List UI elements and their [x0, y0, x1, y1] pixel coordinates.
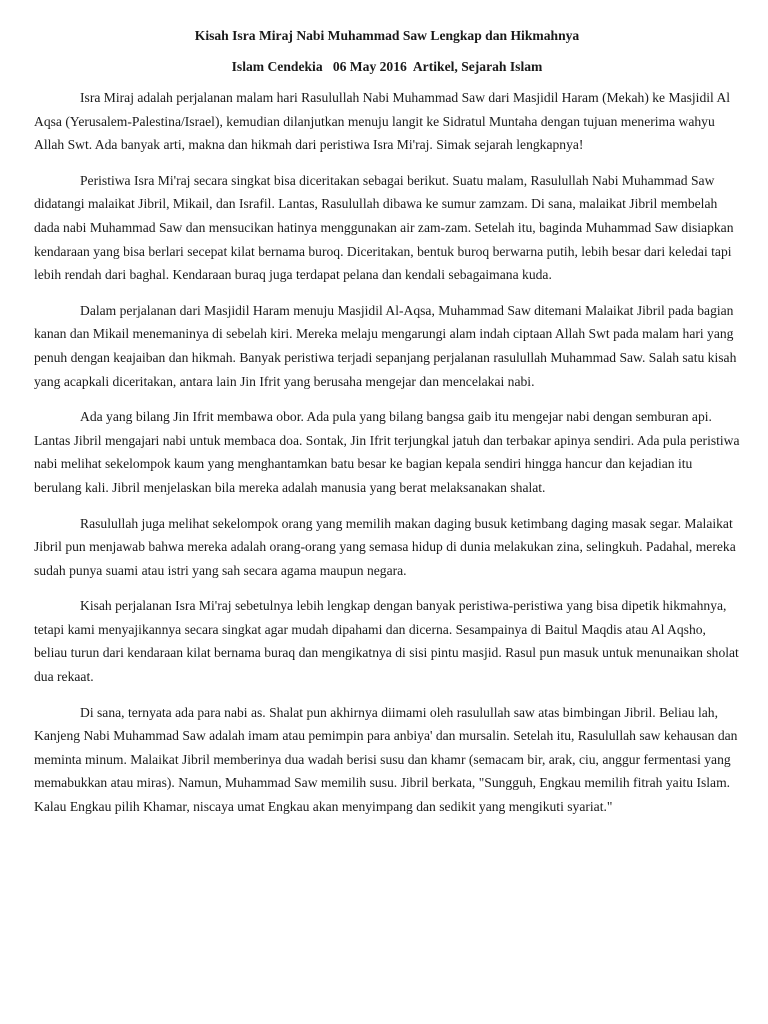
paragraph-2: Peristiwa Isra Mi'raj secara singkat bisa diceritakan sebagai berikut. Suatu malam, Rasulullah Nabi Muhammad Saw didatangi malaikat Jibril, Mikail, dan Israfil. Lantas, Rasulullah dibawa ke sumur zamzam. Di sana, malaikat Jibril membelah dada nabi Muhammad Saw dan mensucikan hatinya menggunakan air zam-zam. Setelah itu, baginda Muhammad Saw disiapkan kendaraan yang bisa berlari secepat kilat bernama buroq. Diceritakan, bentuk buroq berwarna putih, lebih besar dari keledai tapi lebih rendah dari baghal. Kendaraan buraq juga terdapat pelana dan kendali sebagaimana kuda.: [34, 172, 734, 283]
paragraph-6: Kisah perjalanan Isra Mi'raj sebetulnya lebih lengkap dengan banyak peristiwa-peristiwa yang bisa dipetik hikmahnya, tetapi kami menyajikannya secara singkat agar mudah dipahami dan dicerna. Sesampainya di Baitul Maqdis atau Al Aqsho, beliau turun dari kendaraan kilat bernama buraq dan mengikatnya di sisi pintu masjid. Rasul pun masuk untuk menunaikan sholat dua rekaat.: [34, 598, 739, 685]
document-title: Kisah Isra Miraj Nabi Muhammad Saw Lengkap dan Hikmahnya: [194, 28, 580, 43]
paragraph-3: Dalam perjalanan dari Masjidil Haram menuju Masjidil Al-Aqsa, Muhammad Saw ditemani Malaikat Jibril pada bagian kanan dan Mikail menemaninya di sebelah kiri. Mereka melaju mengarungi alam indah ciptaan Allah Swt pada malam hari yang penuh dengan keajaiban dan hikmah. Banyak peristiwa terjadi sepanjang perjalanan rasulullah Muhammad Saw. Salah satu kisah yang acapkali diceritakan, antara lain Jin Ifrit yang berusaha mengejar dan mencelakai nabi.: [34, 302, 737, 389]
document-byline: Islam Cendekia 06 May 2016 Artikel, Sejarah Islam: [231, 59, 543, 74]
paragraph-4: Ada yang bilang Jin Ifrit membawa obor. Ada pula yang bilang bangsa gaib itu mengejar nabi dengan semburan api. Lantas Jibril mengajari nabi untuk membaca doa. Sontak, Jin Ifrit terjungkal jatuh dan terbakar apinya sendiri. Ada pula peristiwa nabi melihat sekelompok kaum yang menghantamkan batu besar ke bagian kepala sendiri hingga hancur dan kejadian itu berulang kali. Jibril menjelaskan bila mereka adalah manusia yang berat melaksanakan shalat.: [34, 409, 740, 495]
paragraph-1: Isra Miraj adalah perjalanan malam hari Rasulullah Nabi Muhammad Saw dari Masjidil Haram (Mekah) ke Masjidil Al Aqsa (Yerusalem-Palestina/Israel), kemudian dilanjutkan menuju langit ke Sidratul Muntaha dengan tujuan menerima wahyu Allah Swt. Ada banyak arti, makna dan hikmah dari peristiwa Isra Mi'raj. Simak sejarah lengkapnya!: [34, 90, 731, 153]
paragraph-5: Rasulullah juga melihat sekelompok orang yang memilih makan daging busuk ketimbang daging masak segar. Malaikat Jibril pun menjawab bahwa mereka adalah orang-orang yang semasa hidup di dunia melakukan zina, selingkuh. Padahal, mereka sudah punya suami atau istri yang sah secara agama maupun negara.: [34, 515, 736, 578]
paragraph-7: Di sana, ternyata ada para nabi as. Shalat pun akhirnya diimami oleh rasulullah saw atas bimbingan Jibril. Beliau lah, Kanjeng Nabi Muhammad Saw adalah imam atau pemimpin para anbiya' dan mursalin. Setelah itu, Rasulullah saw kehausan dan meminta minum. Malaikat Jibril memberinya dua wadah berisi susu dan khamr (semacam bir, arak, ciu, anggur fermentasi yang memabukkan atau miras). Namun, Muhammad Saw memilih susu. Jibril berkata, "Sungguh, Engkau memilih fitrah yaitu Islam. Kalau Engkau pilih Khamar, niscaya umat Engkau akan menyimpang dan sedikit yang mengikuti syariat.": [34, 704, 738, 815]
article-body: [34, 86, 740, 819]
document-page: [34, 26, 740, 819]
